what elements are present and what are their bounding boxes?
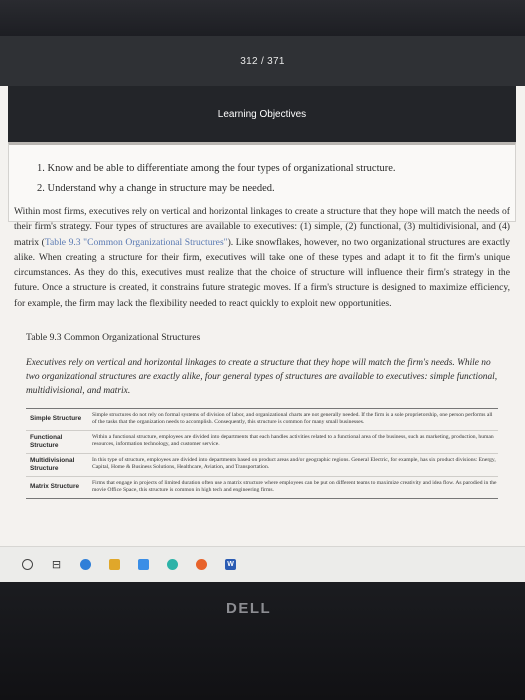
folder-icon[interactable] xyxy=(107,557,122,572)
screen xyxy=(0,36,525,571)
store-icon[interactable] xyxy=(136,557,151,572)
firefox-icon[interactable] xyxy=(194,557,209,572)
learning-objectives-title: Learning Objectives xyxy=(8,86,516,142)
row-text: Within a functional structure, employees are divided into departments that each handles activities related to a functional area of the business, such as marketing, production, human resources, information technology, and customer service. xyxy=(92,433,494,448)
monitor-bezel-top xyxy=(0,0,525,36)
objective-item: 1. Know and be able to differentiate among the four types of organizational structure. xyxy=(37,163,396,174)
page-indicator: 312 / 371 xyxy=(0,36,525,86)
table-caption: Executives rely on vertical and horizontal linkages to create a structure that they hope will match the firm's needs. While no two organizational structures are exactly alike, four general types of structures are available to executives: simple functional, multidivisional, and matrix. xyxy=(26,358,498,396)
row-text: Simple structures do not rely on formal systems of division of labor, and organizational charts are not generally needed. If the firm is a sole proprietorship, one person performs all of the tasks that the organization needs to accomplish. Consequently, this structure is common for many small businesses. xyxy=(92,412,493,426)
taskbar xyxy=(0,546,525,582)
row-text: In this type of structure, employees are divided into departments based on product areas and/or geographic regions. General Electric, for example, has six product divisions: Energy, Capital, Home & Business Solutions, Healthcare, Aviation, and Transportation. xyxy=(92,456,496,471)
row-label: Matrix Structure xyxy=(30,483,80,491)
row-label: Simple Structure xyxy=(30,415,82,423)
dell-logo: DELL xyxy=(226,600,272,617)
paragraph-text-cont: ). Like snowflakes, however, no two organizational structures are exactly alike. When creating a structure for their firm, executives will take one of these types and adapt it to fit the firm's unique circumstances. As they do this, executives must realize that the choice of structure will influence their firm's strategy in the future. Once a structure is created, it constrains future strategic moves. If a firm's structure is designed to maximize efficiency, for example, the firm may lack the flexibility needed to react quickly to exploit new opportunities. xyxy=(14,236,510,309)
row-label: Multidivisional Structure xyxy=(30,456,75,472)
edge-icon[interactable] xyxy=(78,557,93,572)
body-paragraph xyxy=(14,204,510,311)
table-link[interactable]: Table 9.3 "Common Organizational Structures" xyxy=(44,236,228,248)
table-title: Table 9.3 Common Organizational Structures xyxy=(26,332,201,343)
row-text: Firms that engage in projects of limited duration often use a matrix structure where employees can be put on different teams to maximize creativity and idea flow. As parodied in the movie Office Space, this structure is common in high tech and engineering firms. xyxy=(92,479,497,494)
search-icon[interactable] xyxy=(20,557,35,572)
task-view-icon[interactable]: ⊟ xyxy=(51,558,62,571)
paragraph-text: Within most firms, executives rely on vertical and horizontal linkages to create a structure that they hope will match the needs of their firm's strategy. Four types of structures are available to executives: (1) simple, (2) functional, (3) multidivisional, and (4) matrix ( xyxy=(14,206,510,248)
table-row xyxy=(26,477,498,499)
media-icon[interactable] xyxy=(165,557,180,572)
table-row xyxy=(26,454,498,477)
word-icon[interactable]: W xyxy=(223,557,238,572)
table-row xyxy=(26,409,498,431)
table-row xyxy=(26,431,498,454)
structures-table xyxy=(26,408,498,499)
objective-item: 2. Understand why a change in structure may be needed. xyxy=(37,183,275,194)
row-label: Functional Structure xyxy=(30,433,63,449)
